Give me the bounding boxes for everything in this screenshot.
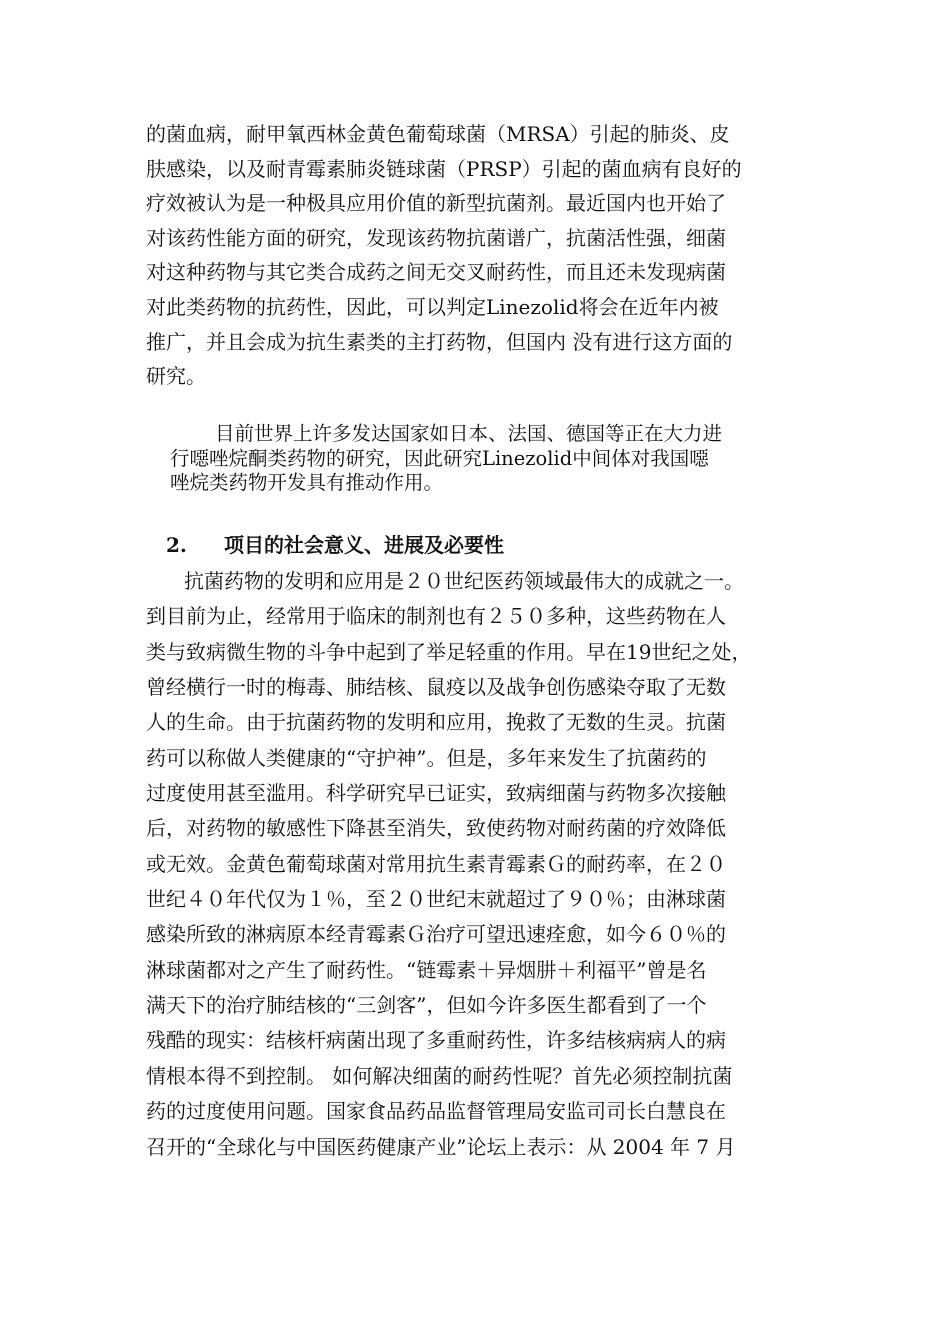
paragraph-line: 残酷的现实：结核杆病菌出现了多重耐药性，许多结核病病人的病 (146, 1028, 726, 1053)
paragraph-line: 感染所致的淋病原本经青霉素Ｇ治疗可望迅速痊愈，如今６０％的 (146, 922, 726, 947)
section-title: 项目的社会意义、进展及必要性 (224, 533, 504, 557)
paragraph-line: 或无效。金黄色葡萄球菌对常用抗生素青霉素Ｇ的耐药率，在２０ (146, 851, 726, 876)
paragraph-line: 研究。 (146, 364, 206, 389)
paragraph-line: 肤感染，以及耐青霉素肺炎链球菌（PRSP）引起的菌血病有良好的 (146, 156, 742, 181)
paragraph-line: 推广，并且会成为抗生素类的主打药物，但国内 没有进行这方面的 (146, 329, 733, 354)
paragraph-line: 情根本得不到控制。 如何解决细菌的耐药性呢？首先必须控制抗菌 (146, 1063, 733, 1088)
paragraph-line: 对此类药物的抗药性，因此，可以判定Linezolid将会在近年内被 (146, 294, 719, 319)
paragraph-line: 世纪４０年代仅为１％，至２０世纪末就超过了９０％；由淋球菌 (146, 887, 726, 912)
paragraph-line: 曾经横行一时的梅毒、肺结核、鼠疫以及战争创伤感染夺取了无数 (146, 675, 726, 700)
paragraph-line: 抗菌药物的发明和应用是２０世纪医药领域最伟大的成就之一。 (184, 569, 744, 593)
paragraph-line: 唑烷类药物开发具有推动作用。 (170, 471, 444, 494)
paragraph-line: 目前世界上许多发达国家如日本、法国、德国等正在大力进 (215, 422, 723, 445)
paragraph-line: 疗效被认为是一种极具应用价值的新型抗菌剂。最近国内也开始了 (146, 191, 726, 216)
paragraph-line: 对这种药物与其它类合成药之间无交叉耐药性，而且还未发现病菌 (146, 260, 726, 285)
paragraph-line: 人的生命。由于抗菌药物的发明和应用，挽救了无数的生灵。抗菌 (146, 710, 726, 735)
section-heading (166, 528, 504, 562)
paragraph-line: 到目前为止，经常用于临床的制剂也有２５０多种，这些药物在人 (146, 604, 726, 629)
paragraph-line: 行噁唑烷酮类药物的研究，因此研究Linezolid中间体对我国噁 (170, 446, 709, 470)
paragraph-2 (170, 422, 810, 496)
paragraph-line: 淋球菌都对之产生了耐药性。“链霉素＋异烟肼＋利福平”曾是名 (146, 957, 707, 982)
paragraph-3 (146, 564, 812, 1165)
paragraph-line: 过度使用甚至滥用。科学研究早已证实，致病细菌与药物多次接触 (146, 781, 726, 806)
paragraph-line: 药可以称做人类健康的“守护神”。但是，多年来发生了抗菌药的 (146, 745, 707, 770)
section-number: 2. (166, 533, 187, 557)
paragraph-line: 类与致病微生物的斗争中起到了举足轻重的作用。早在19世纪之处， (146, 639, 752, 664)
paragraph-line: 召开的“全球化与中国医药健康产业”论坛上表示：从 2004 年 7 月 (146, 1134, 736, 1159)
paragraph-line: 的菌血病，耐甲氧西林金黄色葡萄球菌（MRSA）引起的肺炎、皮 (146, 122, 730, 146)
paragraph-line: 后，对药物的敏感性下降甚至消失，致使药物对耐药菌的疗效降低 (146, 816, 726, 841)
paragraph-line: 药的过度使用问题。国家食品药品监督管理局安监司司长白慧良在 (146, 1099, 726, 1124)
paragraph-1 (146, 117, 812, 394)
paragraph-line: 满天下的治疗肺结核的“三剑客”，但如今许多医生都看到了一个 (146, 993, 707, 1018)
paragraph-line: 对该药性能方面的研究，发现该药物抗菌谱广，抗菌活性强，细菌 (146, 225, 726, 250)
